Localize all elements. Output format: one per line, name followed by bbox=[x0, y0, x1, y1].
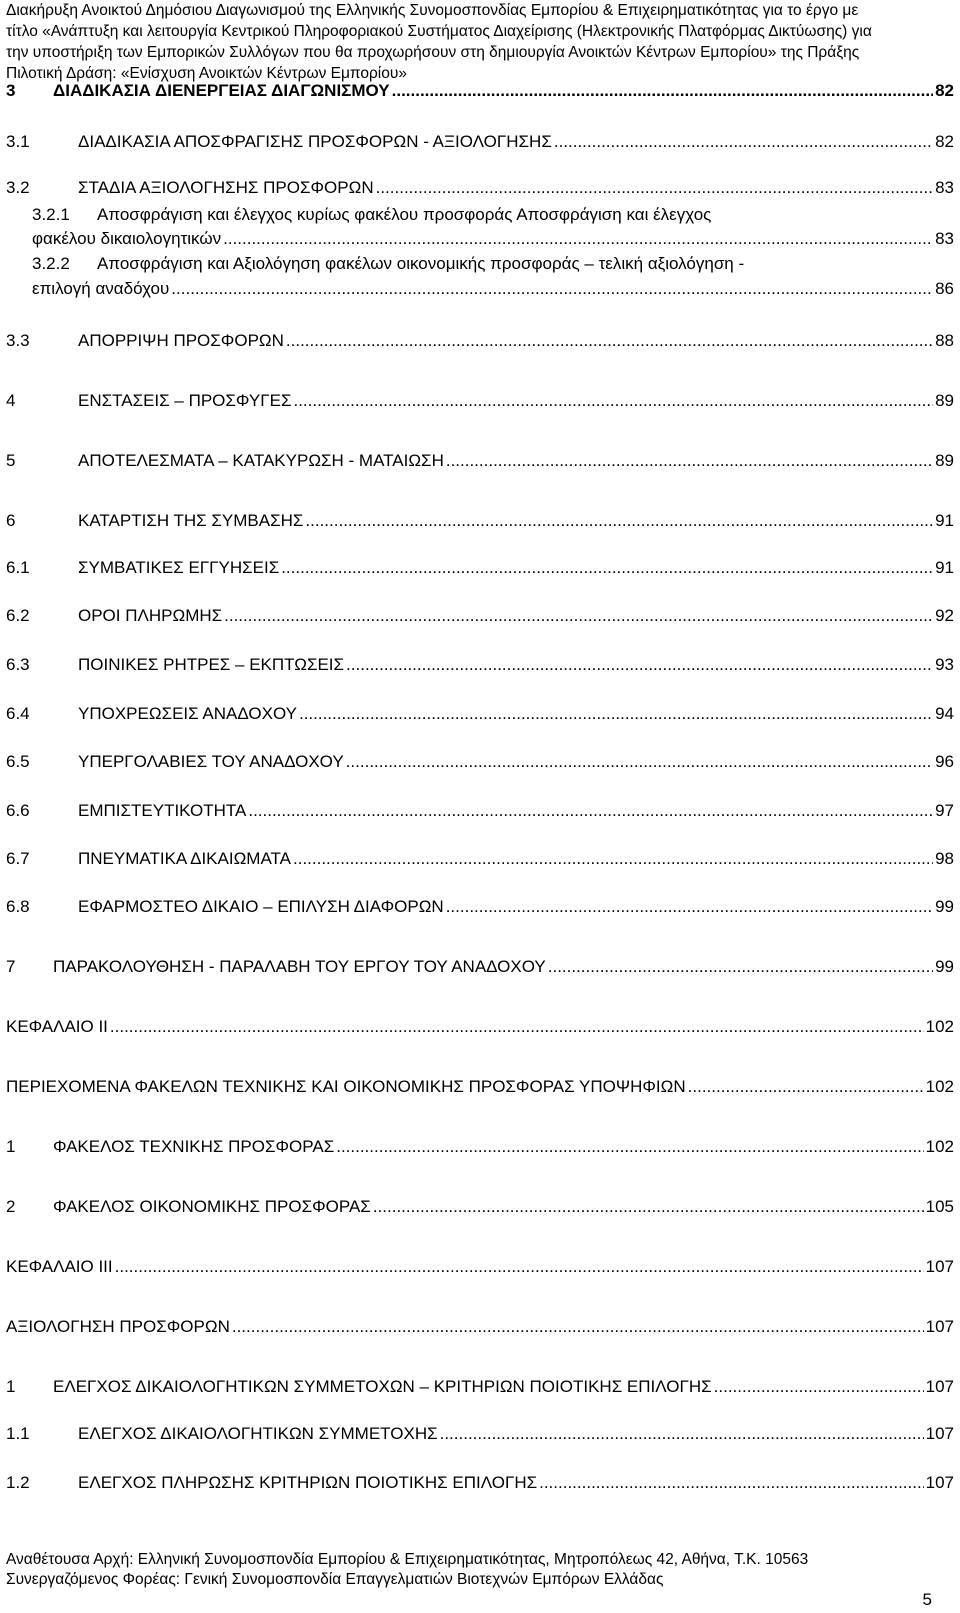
toc-entry-page: 92 bbox=[935, 606, 954, 625]
toc-entry-page: 82 bbox=[935, 132, 954, 151]
toc-leader-dots bbox=[446, 896, 933, 918]
toc-leader-dots bbox=[688, 1076, 924, 1098]
toc-entry[interactable] bbox=[6, 1196, 954, 1218]
toc-entry-page: 91 bbox=[935, 558, 954, 577]
toc-entry[interactable] bbox=[6, 1472, 954, 1494]
toc-entry-number: 6.5 bbox=[6, 752, 30, 771]
toc-leader-dots bbox=[305, 510, 933, 532]
toc-entry-title: ΑΠΟΡΡΙΨΗ ΠΡΟΣΦΟΡΩΝ bbox=[78, 331, 284, 350]
toc-entry-number: 3.3 bbox=[6, 331, 30, 350]
toc-leader-dots bbox=[539, 1472, 924, 1494]
toc-entry-page: 94 bbox=[935, 704, 954, 723]
toc-entry-title: ΑΞΙΟΛΟΓΗΣΗ ΠΡΟΣΦΟΡΩΝ bbox=[6, 1317, 230, 1336]
toc-leader-dots bbox=[346, 654, 933, 676]
toc-entry-page: 97 bbox=[935, 801, 954, 820]
document-footer bbox=[6, 1550, 954, 1590]
toc-leader-dots bbox=[248, 800, 933, 822]
toc-entry-number: 6.4 bbox=[6, 704, 30, 723]
toc-entry-number: 1 bbox=[6, 1137, 16, 1156]
footer-authority-line: Αναθέτουσα Αρχή: Ελληνική Συνομοσπονδία Εμπορίου & Επιχειρηματικότητας, Μητροπόλεως 42, Αθήνα, Τ.Κ. 10563 bbox=[6, 1551, 809, 1568]
toc-entry[interactable] bbox=[6, 510, 954, 532]
toc-entry-number: 3.2.1 bbox=[32, 205, 70, 224]
toc-leader-dots bbox=[286, 330, 933, 352]
toc-entry-page: 83 bbox=[935, 178, 954, 197]
toc-entry-title: ΦΑΚΕΛΟΣ ΟΙΚΟΝΟΜΙΚΗΣ ΠΡΟΣΦΟΡΑΣ bbox=[53, 1197, 371, 1216]
toc-leader-dots bbox=[548, 956, 933, 978]
toc-entry-title-line1: Αποσφράγιση και έλεγχος κυρίως φακέλου προσφοράς Αποσφράγιση και έλεγχος bbox=[97, 205, 712, 224]
toc-leader-dots bbox=[714, 1376, 924, 1398]
toc-entry-page: 102 bbox=[925, 1137, 954, 1156]
toc-entry[interactable] bbox=[6, 177, 954, 199]
toc-entry-page: 99 bbox=[935, 957, 954, 976]
toc-entry[interactable] bbox=[6, 557, 954, 579]
toc-entry-title: ΚΑΤΑΡΤΙΣΗ ΤΗΣ ΣΥΜΒΑΣΗΣ bbox=[78, 511, 304, 530]
toc-entry[interactable] bbox=[6, 131, 954, 153]
toc-entry-title: ΣΤΑΔΙΑ ΑΞΙΟΛΟΓΗΣΗΣ ΠΡΟΣΦΟΡΩΝ bbox=[78, 178, 374, 197]
toc-entry-page: 107 bbox=[925, 1473, 954, 1492]
toc-entry-page: 107 bbox=[925, 1257, 954, 1276]
header-line: Πιλοτική Δράση: «Ενίσχυση Ανοικτών Κέντρων Εμπορίου» bbox=[6, 65, 407, 82]
toc-entry-title-line2: επιλογή αναδόχου bbox=[32, 279, 170, 298]
toc-entry-number: 3.2.2 bbox=[32, 254, 70, 273]
toc-leader-dots bbox=[346, 751, 933, 773]
toc-entry-title: ΕΝΣΤΑΣΕΙΣ – ΠΡΟΣΦΥΓΕΣ bbox=[78, 391, 292, 410]
toc-entry-title: ΣΥΜΒΑΤΙΚΕΣ ΕΓΓΥΗΣΕΙΣ bbox=[78, 558, 280, 577]
page-number: 5 bbox=[922, 1590, 932, 1609]
toc-entry-title: ΕΛΕΓΧΟΣ ΔΙΚΑΙΟΛΟΓΗΤΙΚΩΝ ΣΥΜΜΕΤΟΧΗΣ bbox=[78, 1424, 438, 1443]
toc-entry-page: 107 bbox=[925, 1377, 954, 1396]
toc-entry-title: ΚΕΦΑΛΑΙΟ ΙΙ bbox=[6, 1017, 108, 1036]
toc-entry-page: 107 bbox=[925, 1317, 954, 1336]
toc-entry-number: 6.3 bbox=[6, 655, 30, 674]
toc-entry[interactable] bbox=[6, 605, 954, 627]
toc-entry-number: 3 bbox=[6, 81, 16, 100]
toc-entry-page: 89 bbox=[935, 391, 954, 410]
toc-entry-page: 88 bbox=[935, 331, 954, 350]
toc-entry-title: ΦΑΚΕΛΟΣ ΤΕΧΝΙΚΗΣ ΠΡΟΣΦΟΡΑΣ bbox=[53, 1137, 335, 1156]
toc-entry[interactable] bbox=[6, 1136, 954, 1158]
toc-entry-page: 98 bbox=[935, 849, 954, 868]
toc-leader-dots bbox=[224, 605, 933, 627]
toc-leader-dots bbox=[376, 177, 933, 199]
toc-entry-title: ΔΙΑΔΙΚΑΣΙΑ ΔΙΕΝΕΡΓΕΙΑΣ ΔΙΑΓΩΝΙΣΜΟΥ bbox=[53, 81, 390, 100]
toc-entry-title: ΟΡΟΙ ΠΛΗΡΩΜΗΣ bbox=[78, 606, 223, 625]
toc-entry-page: 96 bbox=[935, 752, 954, 771]
toc-entry-title: ΔΙΑΔΙΚΑΣΙΑ ΑΠΟΣΦΡΑΓΙΣΗΣ ΠΡΟΣΦΟΡΩΝ - ΑΞΙΟΛΟΓΗΣΗΣ bbox=[78, 132, 552, 151]
footer-partner-line: Συνεργαζόμενος Φορέας: Γενική Συνομοσπονδία Επαγγελματιών Βιοτεχνών Εμπόρων Ελλάδας bbox=[6, 1571, 664, 1588]
toc-entry-page: 105 bbox=[925, 1197, 954, 1216]
toc-leader-dots bbox=[171, 278, 933, 300]
toc-entry[interactable] bbox=[6, 330, 954, 352]
toc-entry[interactable] bbox=[6, 390, 954, 412]
toc-entry-title: ΠΝΕΥΜΑΤΙΚΑ ΔΙΚΑΙΩΜΑΤΑ bbox=[78, 849, 291, 868]
toc-leader-dots bbox=[232, 1316, 924, 1338]
toc-entry-page: 82 bbox=[935, 81, 954, 100]
toc-entry-continuation[interactable] bbox=[32, 228, 954, 250]
toc-entry-title: ΥΠΕΡΓΟΛΑΒΙΕΣ ΤΟΥ ΑΝΑΔΟΧΟΥ bbox=[78, 752, 344, 771]
toc-entry-page: 107 bbox=[925, 1424, 954, 1443]
toc-entry-number: 6.6 bbox=[6, 801, 30, 820]
toc-entry-title-line2: φακέλου δικαιολογητικών bbox=[32, 229, 222, 248]
toc-entry[interactable] bbox=[6, 1076, 954, 1098]
toc-entry-number: 2 bbox=[6, 1197, 16, 1216]
toc-entry-title: ΕΦΑΡΜΟΣΤΕΟ ΔΙΚΑΙΟ – ΕΠΙΛΥΣΗ ΔΙΑΦΟΡΩΝ bbox=[78, 897, 444, 916]
toc-leader-dots bbox=[115, 1256, 924, 1278]
toc-entry[interactable] bbox=[6, 703, 954, 725]
toc-entry-number: 1.1 bbox=[6, 1424, 30, 1443]
toc-entry-number: 6.8 bbox=[6, 897, 30, 916]
toc-entry-title: ΥΠΟΧΡΕΩΣΕΙΣ ΑΝΑΔΟΧΟΥ bbox=[78, 704, 297, 723]
toc-entry[interactable] bbox=[6, 848, 954, 870]
toc-entry[interactable] bbox=[6, 1423, 954, 1445]
toc-entry[interactable] bbox=[6, 896, 954, 918]
toc-entry-page: 102 bbox=[925, 1017, 954, 1036]
toc-entry-page: 93 bbox=[935, 655, 954, 674]
toc-leader-dots bbox=[110, 1016, 924, 1038]
toc-entry-title: ΑΠΟΤΕΛΕΣΜΑΤΑ – ΚΑΤΑΚΥΡΩΣΗ - ΜΑΤΑΙΩΣΗ bbox=[78, 451, 444, 470]
toc-entry-page: 91 bbox=[935, 511, 954, 530]
toc-entry[interactable] bbox=[6, 654, 954, 676]
toc-leader-dots bbox=[373, 1196, 924, 1218]
toc-leader-dots bbox=[281, 557, 933, 579]
toc-leader-dots bbox=[293, 390, 933, 412]
toc-entry-page: 83 bbox=[935, 229, 954, 248]
toc-entry-title: ΠΑΡΑΚΟΛΟΥΘΗΣΗ - ΠΑΡΑΛΑΒΗ ΤΟΥ ΕΡΓΟΥ ΤΟΥ ΑΝΑΔΟΧΟΥ bbox=[53, 957, 546, 976]
toc-entry[interactable] bbox=[6, 751, 954, 773]
toc-entry-number: 7 bbox=[6, 957, 16, 976]
toc-entry-title: ΠΟΙΝΙΚΕΣ ΡΗΤΡΕΣ – ΕΚΠΤΩΣΕΙΣ bbox=[78, 655, 345, 674]
toc-entry-number: 6 bbox=[6, 511, 16, 530]
toc-entry-number: 1 bbox=[6, 1377, 16, 1396]
toc-entry-title: ΠΕΡΙΕΧΟΜΕΝΑ ΦΑΚΕΛΩΝ ΤΕΧΝΙΚΗΣ ΚΑΙ ΟΙΚΟΝΟΜΙΚΗΣ ΠΡΟΣΦΟΡΑΣ ΥΠΟΨΗΦΙΩΝ bbox=[6, 1077, 686, 1096]
toc-entry[interactable] bbox=[6, 1016, 954, 1038]
toc-leader-dots bbox=[554, 131, 933, 153]
toc-entry[interactable] bbox=[6, 1316, 954, 1338]
toc-entry-title: ΕΛΕΓΧΟΣ ΔΙΚΑΙΟΛΟΓΗΤΙΚΩΝ ΣΥΜΜΕΤΟΧΩΝ – ΚΡΙΤΗΡΙΩΝ ΠΟΙΟΤΙΚΗΣ ΕΠΙΛΟΓΗΣ bbox=[53, 1377, 712, 1396]
toc-leader-dots bbox=[293, 848, 933, 870]
toc-entry-title: ΕΛΕΓΧΟΣ ΠΛΗΡΩΣΗΣ ΚΡΙΤΗΡΙΩΝ ΠΟΙΟΤΙΚΗΣ ΕΠΙΛΟΓΗΣ bbox=[78, 1473, 538, 1492]
toc-entry-page: 99 bbox=[935, 897, 954, 916]
toc-entry-continuation[interactable] bbox=[32, 278, 954, 300]
toc-leader-dots bbox=[223, 228, 933, 250]
toc-entry-wrapped[interactable] bbox=[6, 253, 954, 275]
toc-entry-title: ΕΜΠΙΣΤΕΥΤΙΚΟΤΗΤΑ bbox=[78, 801, 247, 820]
toc-entry-number: 6.7 bbox=[6, 849, 30, 868]
toc-entry-page: 86 bbox=[935, 279, 954, 298]
header-line: την υποστήριξη των Εμπορικών Συλλόγων που θα προχωρήσουν στη δημιουργία Ανοικτών Κέντρων Εμπορίου» της Πράξης bbox=[6, 44, 860, 61]
toc-entry[interactable] bbox=[6, 1256, 954, 1278]
toc-entry-number: 4 bbox=[6, 391, 16, 410]
toc-entry-number: 1.2 bbox=[6, 1473, 30, 1492]
toc-entry[interactable] bbox=[6, 1376, 954, 1398]
toc-entry-number: 3.1 bbox=[6, 132, 30, 151]
toc-leader-dots bbox=[446, 450, 933, 472]
toc-entry-number: 6.1 bbox=[6, 558, 30, 577]
toc-entry[interactable] bbox=[6, 80, 954, 102]
toc-entry-title-line1: Αποσφράγιση και Αξιολόγηση φακέλων οικονομικής προσφοράς – τελική αξιολόγηση - bbox=[97, 254, 745, 273]
toc-leader-dots bbox=[336, 1136, 923, 1158]
toc-entry-number: 3.2 bbox=[6, 178, 30, 197]
toc-entry[interactable] bbox=[6, 800, 954, 822]
toc-entry-number: 6.2 bbox=[6, 606, 30, 625]
toc-entry-number: 5 bbox=[6, 451, 16, 470]
toc-leader-dots bbox=[299, 703, 933, 725]
header-line: Διακήρυξη Ανοικτού Δημόσιου Διαγωνισμού της Ελληνικής Συνομοσπονδίας Εμπορίου & Επιχειρηματικότητας για το έργο με bbox=[6, 2, 859, 19]
toc-entry[interactable] bbox=[6, 450, 954, 472]
toc-entry[interactable] bbox=[6, 956, 954, 978]
toc-leader-dots bbox=[392, 80, 933, 102]
toc-leader-dots bbox=[440, 1423, 924, 1445]
header-line: τίτλο «Ανάπτυξη και λειτουργία Κεντρικού Πληροφοριακού Συστήματος Διαχείρισης (Ηλεκτρονικής Πλατφόρμας Δικτύωσης) για bbox=[6, 23, 872, 40]
toc-entry-title: ΚΕΦΑΛΑΙΟ ΙΙΙ bbox=[6, 1257, 113, 1276]
toc-entry-page: 102 bbox=[925, 1077, 954, 1096]
toc-entry-wrapped[interactable] bbox=[6, 204, 954, 226]
toc-entry-page: 89 bbox=[935, 451, 954, 470]
